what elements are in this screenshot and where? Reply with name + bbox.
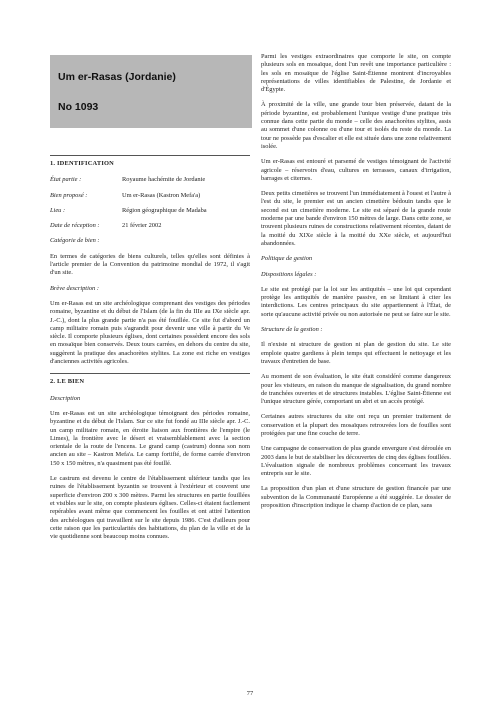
body-paragraph: Deux petits cimetières se trouvent l'un immédiatement à l'ouest et l'autre à l'est du site, le premier est un ancien cimetière bédouin tandis que le second est un cimetière moderne. Le site est séparé de la grande route moderne par une bande d'environ 150 mètres de large. Dans cette zone, se trouvent plusieurs ruines de constructions relativement récentes, datant de la moitié du XIXe siècle à la moitié du XXe siècle, et aujourd'hui abandonnées. <box>261 190 451 247</box>
category-text: En termes de catégories de biens culturels, telles qu'elles sont définies à l'article premier de la Convention du patrimoine mondial de 1972, il s'agit d'un site. <box>50 252 250 277</box>
legal-provisions-label: Dispositions légales : <box>261 270 317 278</box>
section-divider <box>50 155 250 156</box>
brief-description-text: Um er-Rasas est un site archéologique comprenant des vestiges des périodes romaine, byzantine et du début de l'Islam (de la fin du IIIe au IXe siècle apr. J.-C.), dont la plus grande partie n'a pas été fouillée. Ce site fut d'abord un camp militaire romain puis s'agrandit pour devenir une ville à partir du Ve siècle. Il comporte plusieurs églises, dont certaines possèdent encore des sols en mosaïque bien conservés. Deux tours carrées, en dehors du centre du site, suggèrent la pratique des anachorètes stylites. La zone est riche en vestiges d'anciennes activités agricoles. <box>50 299 250 366</box>
description-label: Description <box>50 394 81 402</box>
field-label: Lieu : <box>50 206 66 214</box>
brief-description-label: Brève description : <box>50 284 99 292</box>
body-paragraph: Le site est protégé par la loi sur les antiquités – une loi qui cependant protège les antiquités de manière passive, en se limitant à citer les interdictions. Les centres principaux du site appartiennent à l'État, de sorte qu'aucune activité privée ou non autorisée ne peut se faire sur le site. <box>261 285 451 318</box>
field-location <box>50 207 250 215</box>
field-value: 21 février 2002 <box>122 222 162 230</box>
body-paragraph: À proximité de la ville, une grande tour bien préservée, datant de la période byzantine, est probablement l'unique vestige d'une pratique très connue dans cette partie du monde – celle des anachorètes stylites, assis au sommet d'une colonne ou d'une tour et isolés du reste du monde. La tour ne possède pas d'escalier et elle est située dans une zone relativement isolée. <box>261 101 451 150</box>
section-divider <box>50 373 250 374</box>
description-paragraph: Le castrum est devenu le centre de l'établissement ultérieur tandis que les ruines de l'établissement byzantin se trouvent à l'extérieur et couvrent une superficie d'environ 200 x 300 mètres. Parmi les structures en partie fouillées et visibles sur le site, on compte plusieurs églises. Celles-ci étaient facilement repérables avant même que commencent les fouilles et ont attiré l'attention des archéologues qui travaillent sur le site depuis 1986. C'est d'ailleurs pour cette raison que les particularités des habitations, du plan de la ville et de la vie quotidienne sont beaucoup moins connues. <box>50 475 250 541</box>
body-paragraph: Certaines autres structures du site ont reçu un premier traitement de conservation et la plupart des mosaïques retrouvées lors de fouilles sont protégées par une fine couche de terre. <box>261 413 451 437</box>
right-column <box>261 53 451 517</box>
management-policy-label: Politique de gestion <box>261 255 313 263</box>
body-paragraph: Il n'existe ni structure de gestion ni plan de gestion du site. Le site emploie quatre gardiens à plein temps qui effectuent le nettoyage et les travaux d'entretien de base. <box>261 341 451 365</box>
title-box <box>50 55 252 128</box>
field-label: État partie : <box>50 176 82 184</box>
field-value: Um er-Rasas (Kastron Mefa'a) <box>122 191 201 199</box>
nomination-number: No 1093 <box>58 101 99 113</box>
property-title: Um er-Rasas (Jordanie) <box>58 71 176 83</box>
body-paragraph: La proposition d'un plan et d'une structure de gestion financée par une subvention de la Communauté Européenne a été suggérée. Le dossier de proposition d'inscription indique le champ d'action de ce plan, sans <box>261 485 451 510</box>
field-date-received <box>50 222 250 230</box>
management-structure-label: Structure de la gestion : <box>261 326 323 334</box>
field-label: Date de réception : <box>50 222 100 230</box>
section-heading-property: 2. LE BIEN <box>50 378 85 386</box>
body-paragraph: Une campagne de conservation de plus grande envergure s'est déroulée en 2003 dans le but de stabiliser les découvertes de cinq des églises fouillées. L'évaluation signale de nombreux problèmes concernant les travaux entrepris sur le site. <box>261 445 451 478</box>
field-label: Bien proposé : <box>50 191 88 199</box>
section-heading-identification: 1. IDENTIFICATION <box>50 160 115 167</box>
body-paragraph: Parmi les vestiges extraordinaires que comporte le site, on compte plusieurs sols en mosaïque, dont l'un revêt une importance particulière : les sols en mosaïque de l'église Saint-Étienne montrent d'incroyables représentations de villes identifiables de Palestine, de Jordanie et d'Égypte. <box>261 53 451 94</box>
category-label: Catégorie de bien : <box>50 237 100 245</box>
field-state-party <box>50 176 250 184</box>
body-paragraph: Au moment de son évaluation, le site était considéré comme dangereux pour les visiteurs, en raison du manque de signalisation, du grand nombre de tranchées ouvertes et de structures instables. L'église Saint-Étienne est l'unique structure gérée, comportant un abri et un accès protégé. <box>261 373 451 406</box>
field-value: Région géographique de Madaba <box>122 206 207 214</box>
page-number: 77 <box>246 690 254 697</box>
body-paragraph: Um er-Rasas est entouré et parsemé de vestiges témoignant de l'activité agricole – réservoirs d'eau, cultures en terrasses, canaux d'irrigation, barrages et citernes. <box>261 158 451 182</box>
description-paragraph: Um er-Rasas est un site archéologique témoignant des périodes romaine, byzantine et du début de l'Islam. Sur ce site fut fondé au IIIe siècle apr. J.-C. un camp militaire romain, en étroite liaison aux frontières de l'empire (le Limes), la frontière avec le désert et vraisemblablement avec la section orientale de la route de l'encens. Le grand camp (castrum) donna son nom ancien au site – Kastron Mefa'a. Le camp fortifié, de forme carrée d'environ 150 x 150 mètres, n'a quasiment pas été fouillé. <box>50 409 250 467</box>
left-column <box>50 155 250 548</box>
field-property <box>50 192 250 200</box>
field-value: Royaume hachémite de Jordanie <box>122 176 206 184</box>
